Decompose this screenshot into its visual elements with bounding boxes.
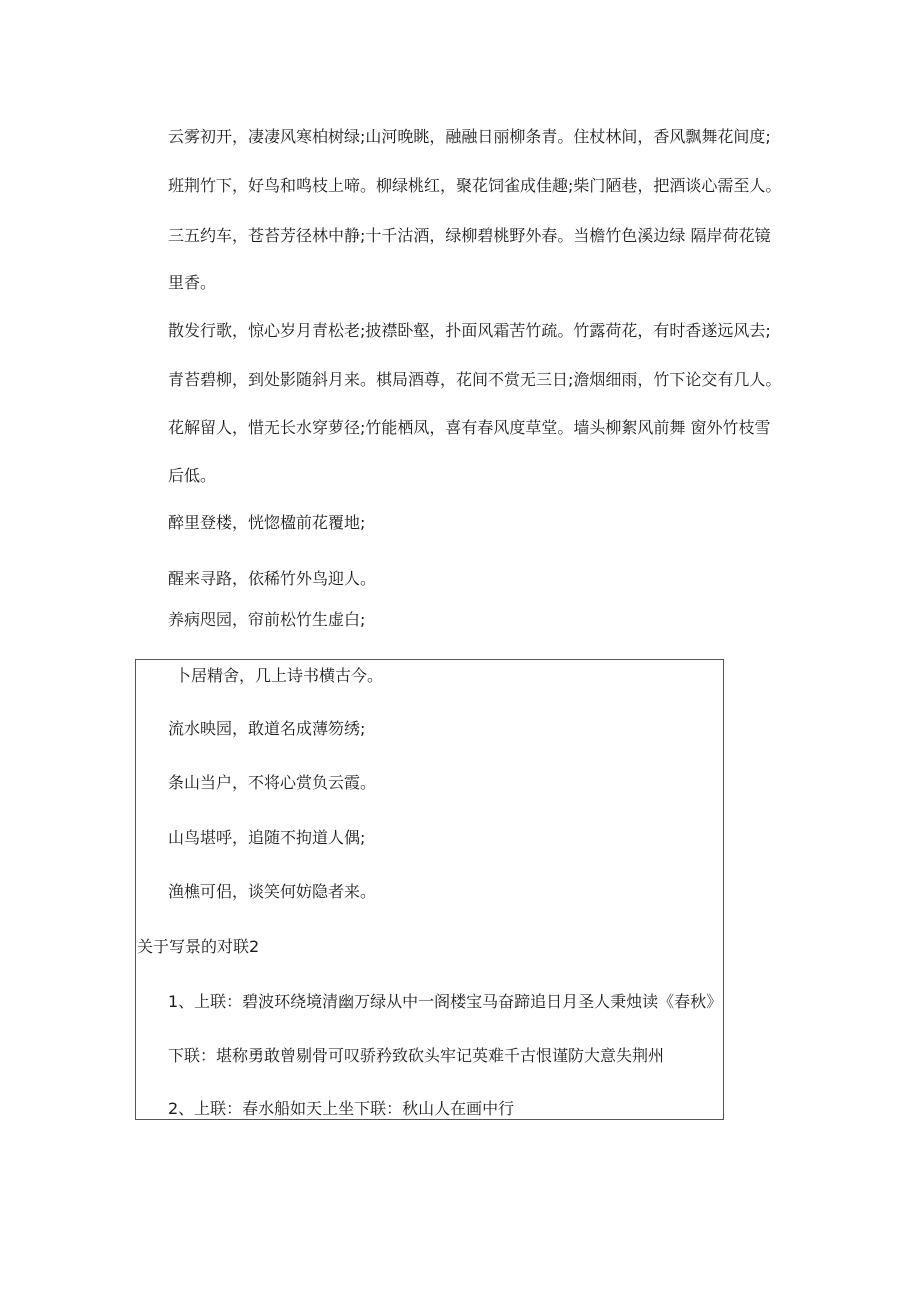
boxed-line: 渔樵可侣，谈笑何妨隐者来。 (168, 882, 377, 901)
boxed-line: 流水映园，敢道名成薄笏绣; (168, 719, 366, 738)
couplet-line: 2、上联：春水船如天上坐下联：秋山人在画中行 (168, 1099, 515, 1118)
boxed-line: 卜居精舍，几上诗书横古今。 (175, 666, 384, 685)
couplet-line: 1、上联：碧波环绕境清幽万绿从中一阁楼宝马奋蹄追日月圣人秉烛读《春秋》 (168, 992, 723, 1011)
paragraph-line: 养病咫园，帘前松竹生虚白; (168, 610, 366, 629)
paragraph-line: 青苔碧柳，到处影随斜月来。棋局酒尊，花间不赏无三日;澹烟细雨，竹下论交有几人。 (168, 370, 782, 389)
paragraph-line: 云雾初开，凄凄风寒柏树绿;山河晚眺，融融日丽柳条青。住杖林间，香风飘舞花间度; (168, 127, 771, 146)
paragraph-line: 花解留人，惜无长水穿萝径;竹能栖凤，喜有春风度草堂。墙头柳絮风前舞 窗外竹枝雪 (168, 418, 771, 437)
paragraph-line: 后低。 (168, 466, 217, 485)
paragraph-line: 班荆竹下，好鸟和鸣枝上啼。柳绿桃红，聚花饲雀成佳趣;柴门陋巷，把酒谈心需至人。 (168, 176, 782, 195)
boxed-line: 山鸟堪呼，追随不拘道人偶; (168, 828, 366, 847)
paragraph-line: 醒来寻路，依稀竹外鸟迎人。 (168, 569, 377, 588)
boxed-line: 条山当户，不将心赏负云霞。 (168, 773, 377, 792)
bordered-text-box (135, 659, 724, 1120)
paragraph-line: 醉里登楼，恍惚楹前花覆地; (168, 513, 366, 532)
couplet-line: 下联：堪称勇敢曾剔骨可叹骄矜致砍头牢记英难千古恨谨防大意失荆州 (168, 1046, 665, 1065)
section-title: 关于写景的对联2 (137, 937, 260, 956)
paragraph-line: 里香。 (168, 273, 217, 292)
paragraph-line: 三五约车，苍苔芳径林中静;十千沽酒，绿柳碧桃野外春。当檐竹色溪边绿 隔岸荷花镜 (168, 226, 771, 245)
paragraph-line: 散发行歌，惊心岁月青松老;披襟卧壑，扑面风霜苦竹疏。竹露荷花，有时香遂远风去; (168, 321, 771, 340)
